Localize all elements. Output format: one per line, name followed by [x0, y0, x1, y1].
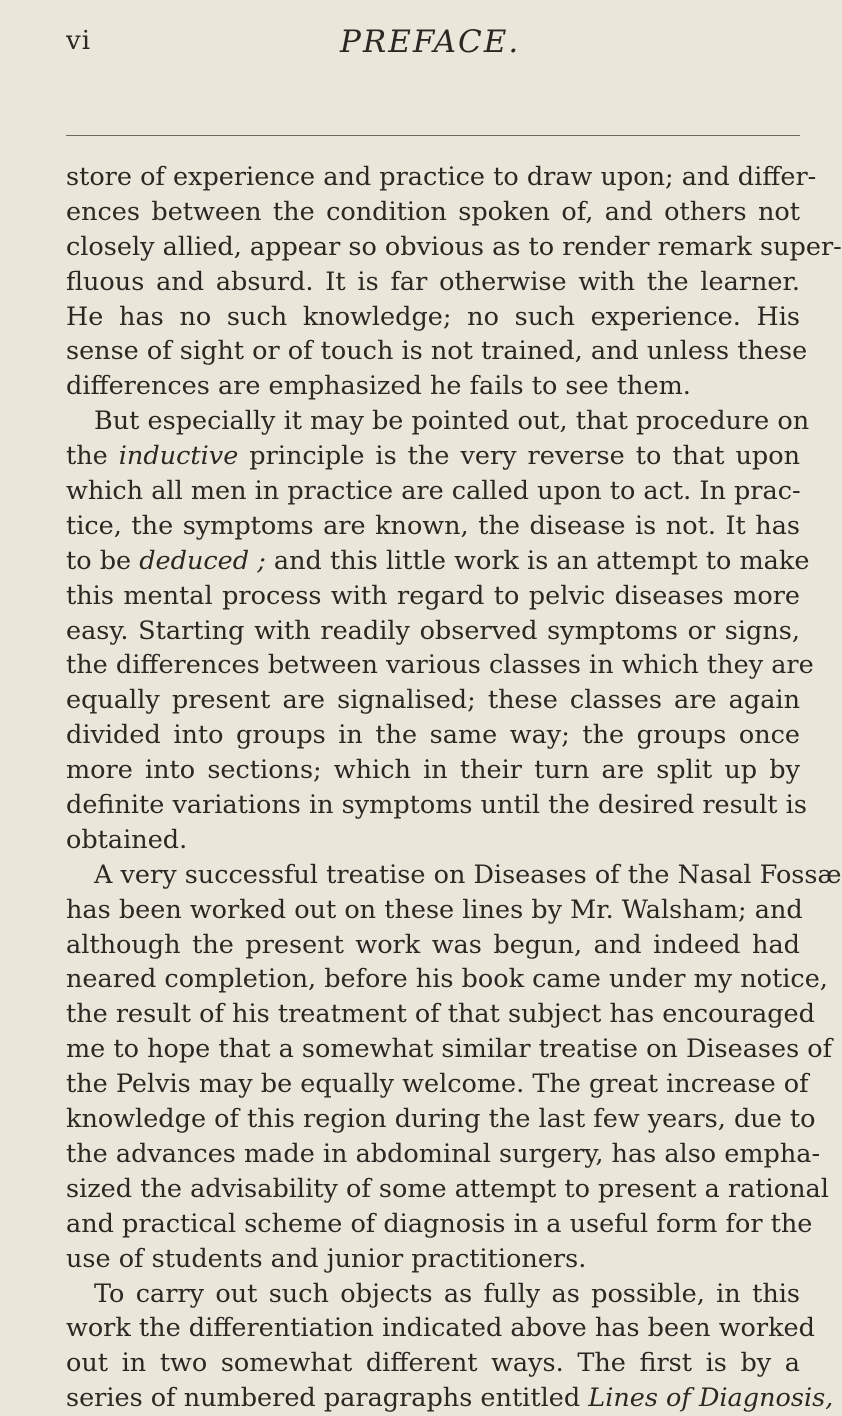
text-line: out in two somewhat different ways. The first is by a — [66, 1348, 800, 1379]
text-line: sense of sight or of touch is not trained, and unless these — [66, 336, 808, 367]
text-line: the Pelvis may be equally welcome. The great increase of — [66, 1069, 809, 1100]
text-line — [66, 1381, 834, 1416]
text-line: equally present are signalised; these classes are again — [66, 685, 800, 716]
text-line: tice, the symptoms are known, the disease is not. It has — [66, 510, 800, 541]
text-line: A very successful treatise on Diseases of the Nasal Fossæ — [94, 859, 842, 890]
text-line: To carry out such objects as fully as possible, in this — [94, 1278, 800, 1309]
text-line: definite variations in symptoms until the desired result is — [66, 790, 807, 821]
text-line: the advances made in abdominal surgery, has also empha- — [66, 1138, 821, 1169]
text-line: the differences between various classes in which they are — [66, 650, 814, 681]
page-number: vi — [66, 26, 92, 56]
text-line: me to hope that a somewhat similar treatise on Diseases of — [66, 1034, 833, 1065]
text-line: He has no such knowledge; no such experience. His — [66, 301, 800, 332]
text-line: this mental process with regard to pelvic diseases more — [66, 580, 800, 611]
text-line: which all men in practice are called upon to act. In prac- — [66, 476, 801, 507]
text-line: work the differentiation indicated above has been worked — [66, 1313, 815, 1344]
running-head — [0, 22, 800, 62]
text-line: ences between the condition spoken of, and others not — [66, 196, 800, 227]
text-line: use of students and junior practitioners. — [66, 1243, 587, 1274]
text-line: neared completion, before his book came under my notice, — [66, 964, 828, 995]
text-line: has been worked out on these lines by Mr. Walsham; and — [66, 894, 803, 925]
text-line — [66, 439, 800, 474]
italic-term: inductive — [118, 441, 239, 472]
text-line: store of experience and practice to draw upon; and differ- — [66, 162, 817, 192]
text-run: the — [66, 441, 119, 472]
text-line: the result of his treatment of that subject has encouraged — [66, 999, 815, 1030]
text-line — [66, 544, 810, 579]
text-line: differences are emphasized he fails to see them. — [66, 371, 691, 402]
text-run: series of numbered paragraphs entitled — [66, 1383, 589, 1414]
text-line: fluous and absurd. It is far otherwise with the learner. — [66, 266, 800, 297]
italic-term: Lines of Diagnosis, — [588, 1383, 834, 1414]
text-line: obtained. — [66, 824, 188, 855]
text-line: easy. Starting with readily observed symptoms or signs, — [66, 615, 800, 646]
text-line: sized the advisability of some attempt to present a rational — [66, 1173, 829, 1204]
text-line: divided into groups in the same way; the groups once — [66, 720, 800, 751]
text-line: But especially it may be pointed out, that procedure on — [94, 406, 810, 437]
text-line: more into sections; which in their turn are split up by — [66, 755, 800, 786]
body-text — [66, 160, 842, 1416]
text-run: to be — [66, 545, 140, 576]
text-line: although the present work was begun, and indeed had — [66, 929, 800, 960]
text-line: closely allied, appear so obvious as to render remark super- — [66, 231, 842, 262]
text-line: knowledge of this region during the last few years, due to — [66, 1104, 816, 1135]
text-line: and practical scheme of diagnosis in a useful form for the — [66, 1208, 813, 1239]
header-rule — [66, 135, 800, 136]
running-title: PREFACE. — [340, 24, 521, 60]
text-run: principle is the very reverse to that upon — [238, 441, 800, 472]
italic-term: deduced ; — [139, 545, 266, 576]
text-run: and this little work is an attempt to make — [265, 545, 810, 576]
